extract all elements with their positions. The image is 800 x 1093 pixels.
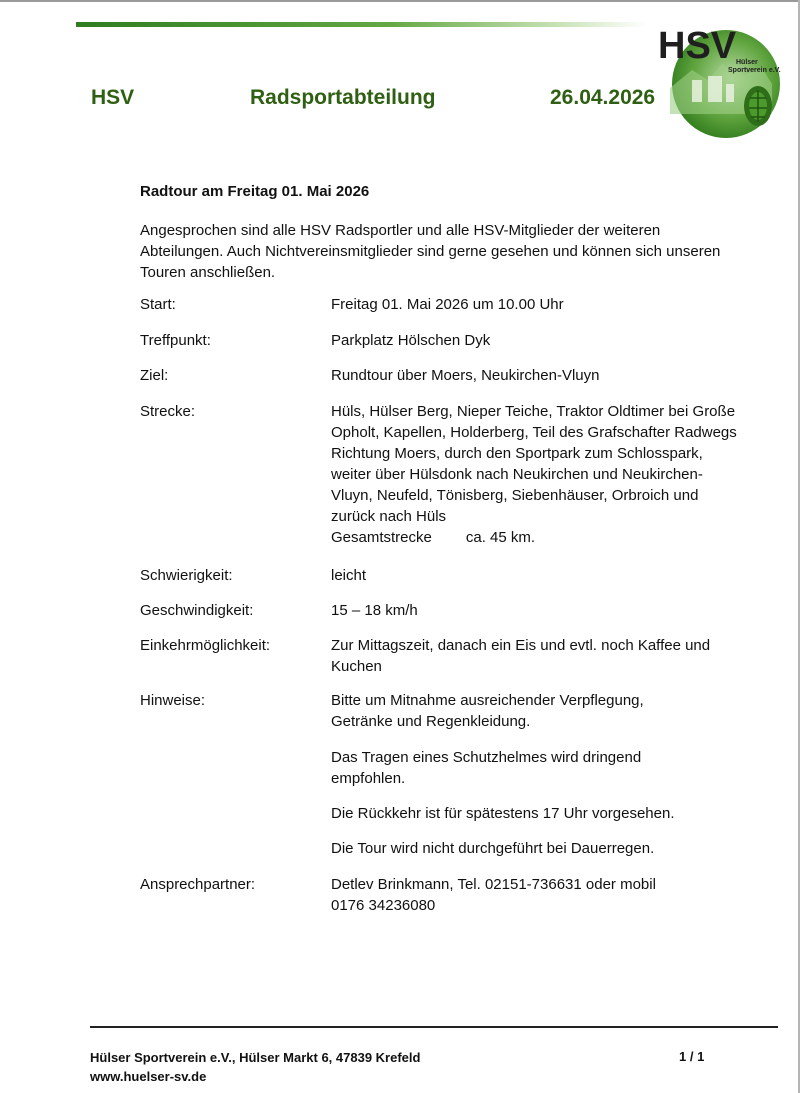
ansprechpartner-line: 0176 34236080	[331, 897, 436, 914]
value-einkehr	[331, 635, 710, 677]
strecke-line: Opholt, Kapellen, Holderberg, Teil des Grafschafter Radwegs	[331, 424, 737, 441]
strecke-total	[331, 527, 737, 548]
label-strecke: Strecke:	[140, 403, 196, 420]
intro-line: Touren anschließen.	[140, 264, 276, 281]
label-start: Start:	[140, 296, 176, 313]
footer-website[interactable]: www.huelser-sv.de	[90, 1069, 207, 1084]
value-hinweise-2	[331, 747, 641, 789]
strecke-line: Richtung Moers, durch den Sportpark zum Schlosspark,	[331, 445, 703, 462]
label-hinweise: Hinweise:	[140, 692, 206, 709]
label-treffpunkt: Treffpunkt:	[140, 332, 211, 349]
value-ansprechpartner	[331, 874, 656, 916]
header-department: Radsportabteilung	[250, 86, 436, 109]
label-schwierigkeit: Schwierigkeit:	[140, 567, 233, 584]
einkehr-line: Zur Mittagszeit, danach ein Eis und evtl. noch Kaffee und	[331, 637, 711, 654]
label-einkehr: Einkehrmöglichkeit:	[140, 637, 271, 654]
strecke-line: Vluyn, Neufeld, Tönisberg, Siebenhäuser, Orbroich und	[331, 487, 699, 504]
value-geschwindigkeit: 15 – 18 km/h	[331, 602, 418, 619]
page-top-border	[0, 0, 800, 2]
intro-line: Abteilungen. Auch Nichtvereinsmitglieder sind gerne gesehen und können sich unseren	[140, 243, 721, 260]
strecke-total-value: ca. 45 km.	[465, 529, 536, 546]
value-hinweise-3: Die Rückkehr ist für spätestens 17 Uhr vorgesehen.	[331, 805, 675, 822]
hsv-logo	[650, 18, 782, 142]
value-start: Freitag 01. Mai 2026 um 10.00 Uhr	[331, 296, 564, 313]
footer	[90, 1048, 420, 1086]
einkehr-line: Kuchen	[331, 658, 382, 675]
ansprechpartner-line: Detlev Brinkmann, Tel. 02151-736631 oder mobil	[331, 876, 656, 893]
hinweise-line: Getränke und Regenkleidung.	[331, 713, 531, 730]
value-hinweise-4: Die Tour wird nicht durchgeführt bei Dauerregen.	[331, 840, 655, 857]
label-geschwindigkeit: Geschwindigkeit:	[140, 602, 254, 619]
value-hinweise-1	[331, 690, 644, 732]
label-ansprechpartner: Ansprechpartner:	[140, 876, 256, 893]
footer-address: Hülser Sportverein e.V., Hülser Markt 6, 47839 Krefeld	[90, 1050, 421, 1065]
header-gradient-line	[76, 22, 646, 27]
intro-line: Angesprochen sind alle HSV Radsportler und alle HSV-Mitglieder der weiteren	[140, 222, 661, 239]
header-club-abbrev: HSV	[91, 86, 135, 109]
page-title: Radtour am Freitag 01. Mai 2026	[140, 183, 370, 200]
label-ziel: Ziel:	[140, 367, 169, 384]
strecke-line: zurück nach Hüls	[331, 508, 447, 525]
hinweise-line: empfohlen.	[331, 770, 406, 787]
intro-paragraph	[140, 220, 780, 283]
strecke-line: Hüls, Hülser Berg, Nieper Teiche, Traktor Oldtimer bei Große	[331, 403, 736, 420]
value-treffpunkt: Parkplatz Hölschen Dyk	[331, 332, 491, 349]
header-date: 26.04.2026	[550, 86, 656, 109]
value-ziel: Rundtour über Moers, Neukirchen-Vluyn	[331, 367, 600, 384]
value-strecke	[331, 401, 737, 548]
strecke-line: weiter über Hülsdonk nach Neukirchen und Neukirchen-	[331, 466, 703, 483]
strecke-total-label: Gesamtstrecke	[331, 529, 432, 546]
hinweise-line: Das Tragen eines Schutzhelmes wird dringend	[331, 749, 642, 766]
value-schwierigkeit: leicht	[331, 567, 367, 584]
hinweise-line: Bitte um Mitnahme ausreichender Verpflegung,	[331, 692, 644, 709]
svg-text:Hülser Sportverein e.V.: Hülser Sportverein e.V.	[728, 59, 781, 74]
logo-text: HSV	[658, 25, 737, 67]
page-number: 1 / 1	[679, 1049, 705, 1064]
footer-divider	[90, 1026, 778, 1028]
